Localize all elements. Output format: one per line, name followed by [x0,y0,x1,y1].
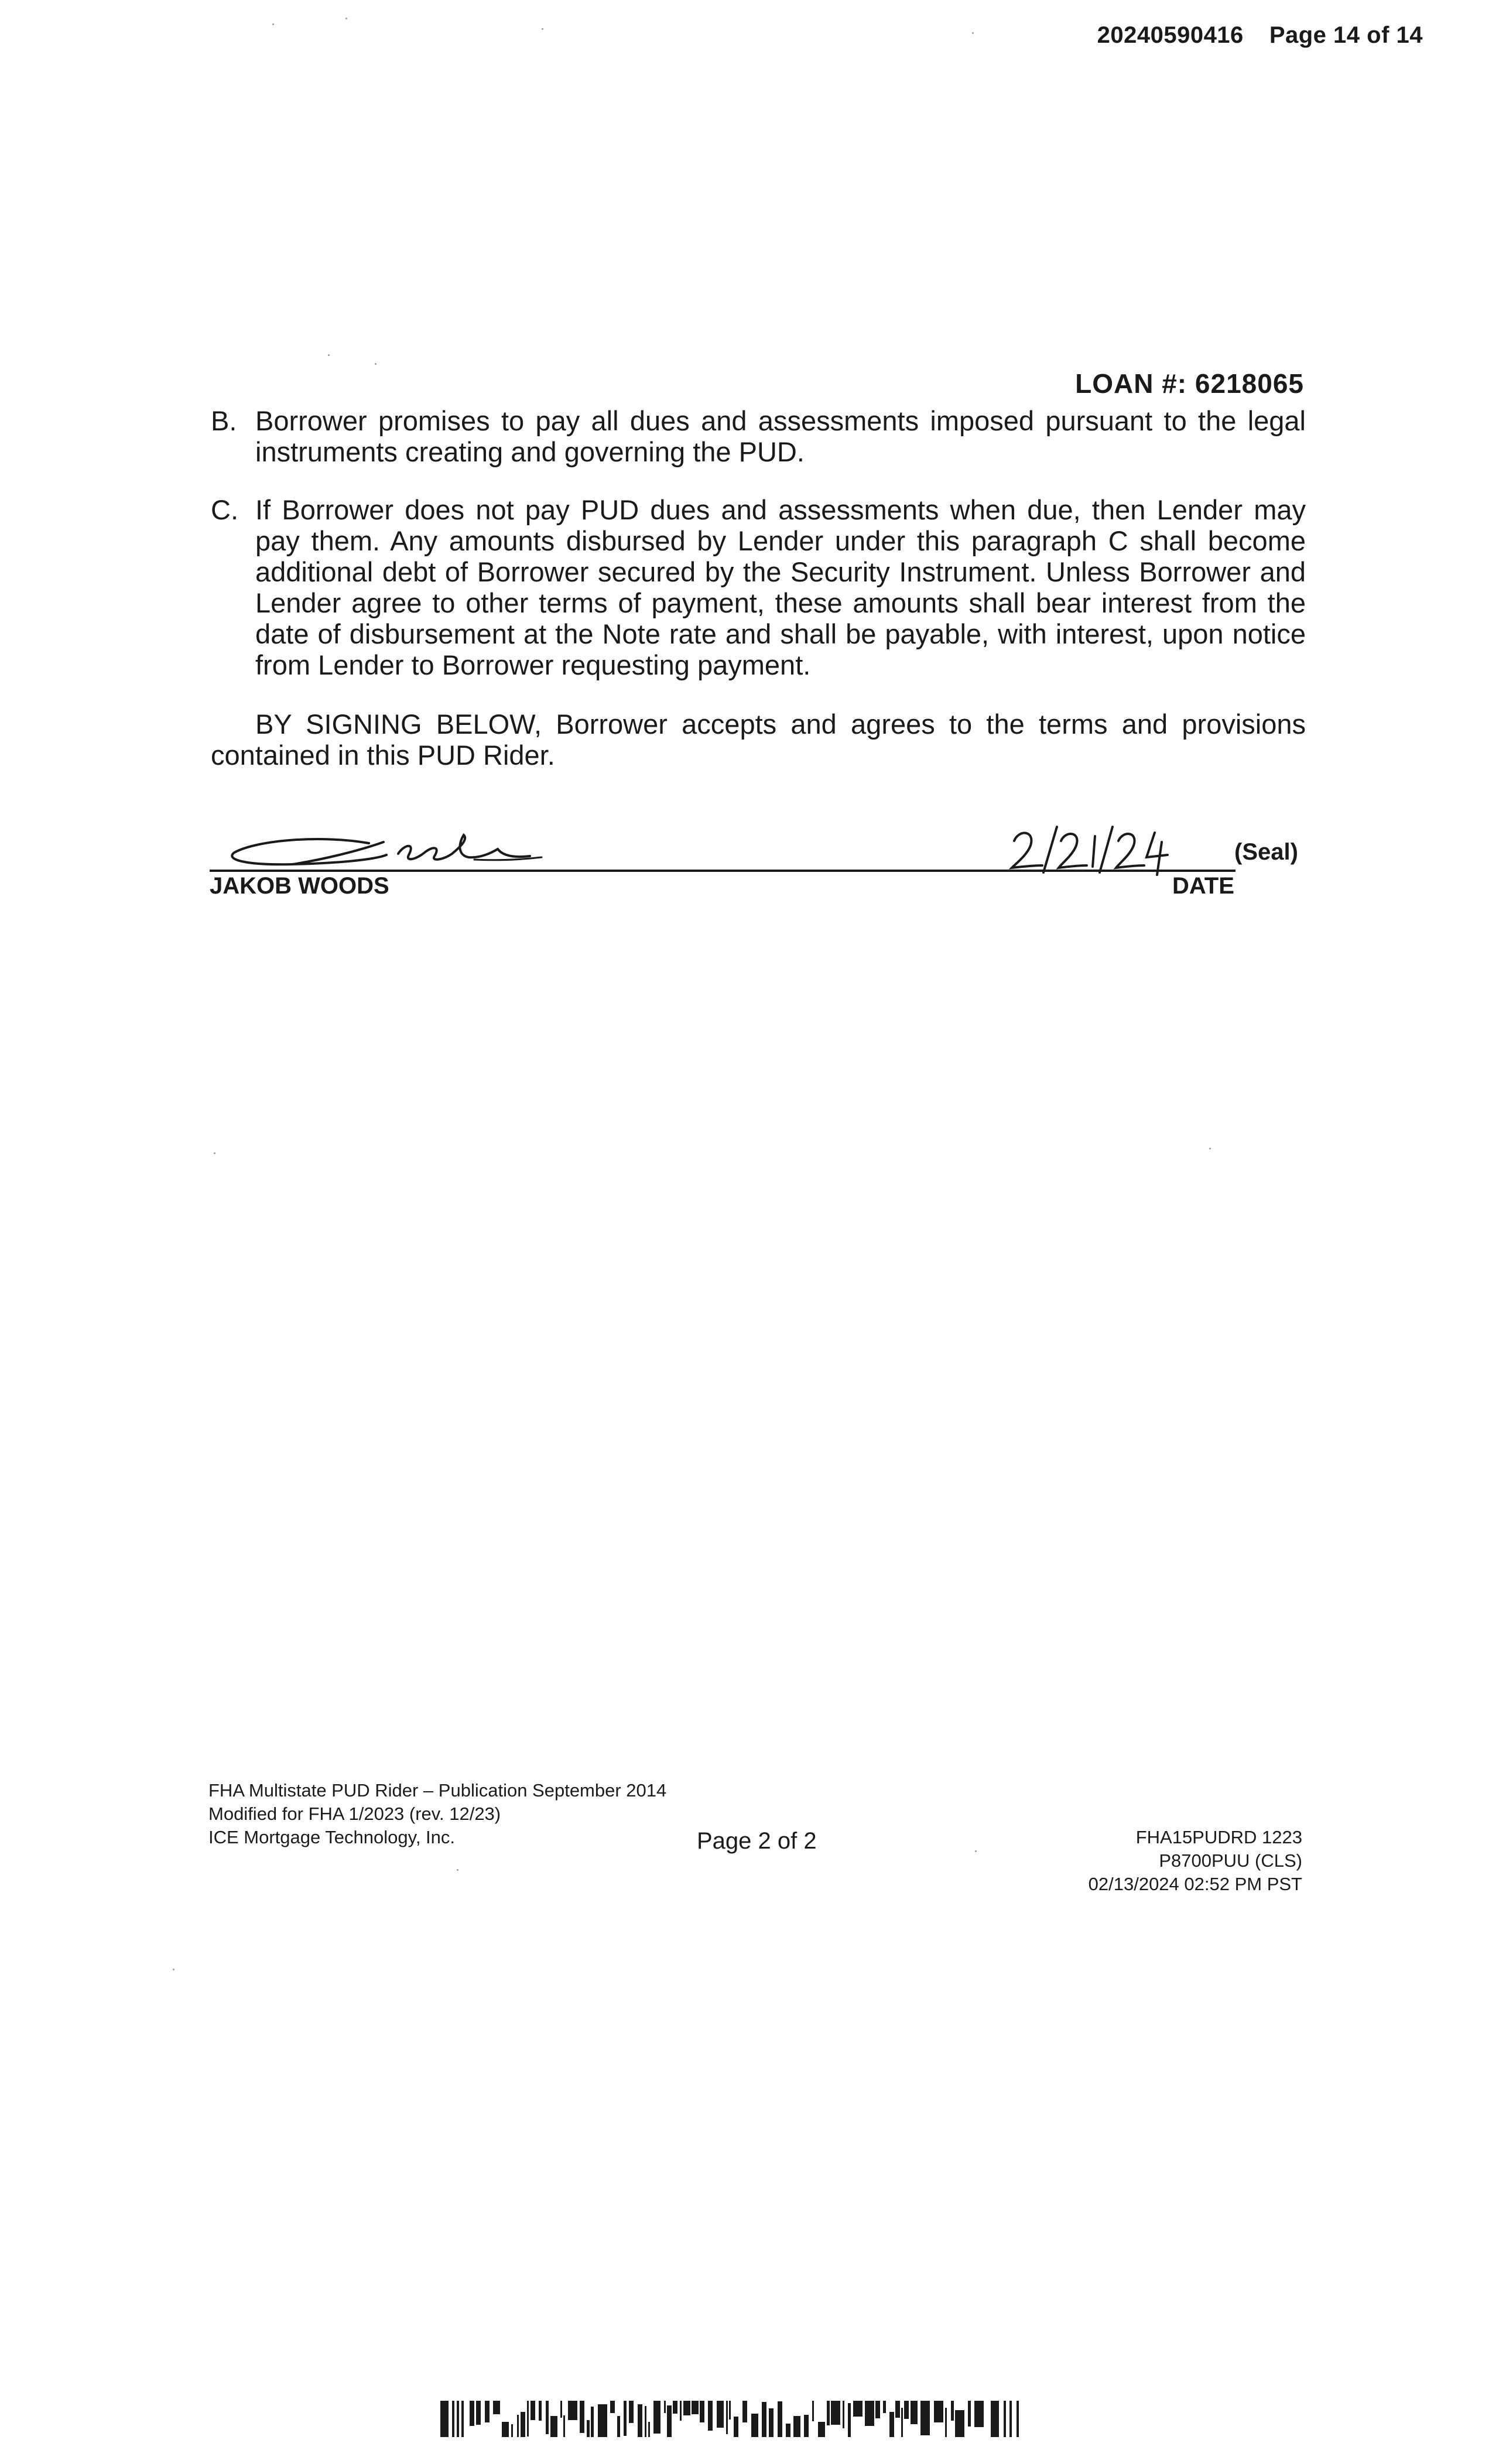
barcode-bar [550,2416,557,2437]
scan-speck [1209,1148,1211,1149]
barcode-bar [598,2404,607,2437]
barcode-bar [742,2401,747,2422]
handwritten-signature [223,819,550,877]
barcode-bar [726,2401,728,2434]
barcode-bar [1004,2401,1006,2437]
barcode-bar [1009,2401,1012,2437]
barcode-bar [1017,2401,1019,2437]
date-label: DATE [1172,873,1234,899]
barcode-bar [786,2424,790,2437]
barcode-bar [517,2415,519,2437]
barcode [440,2401,1026,2437]
barcode-bar [955,2410,964,2437]
barcode-bar [648,2422,650,2437]
paragraph-c-letter: C. [211,494,238,525]
paragraph-b-text: Borrower promises to pay all dues and assessments imposed pursuant to the legal instruments creating and governing the PUD. [255,405,1306,467]
footer-company: ICE Mortgage Technology, Inc. [208,1827,456,1847]
barcode-bar [511,2424,513,2437]
signing-statement: BY SIGNING BELOW, Borrower accepts and agrees to the terms and provisions contained in this PUD Rider. [211,709,1306,771]
barcode-bar [452,2401,454,2437]
barcode-bar [485,2401,490,2422]
barcode-bar [624,2401,627,2436]
footer-page-number: Page 2 of 2 [697,1828,817,1854]
barcode-bar [680,2401,682,2421]
barcode-bar [708,2401,713,2431]
barcode-bar [951,2401,954,2421]
barcode-bar [700,2401,704,2422]
barcode-bar [934,2401,943,2422]
barcode-bar [812,2401,814,2421]
barcode-bar [848,2403,851,2437]
barcode-bar [457,2401,459,2437]
footer-right [1089,1826,1302,1896]
barcode-bar [638,2404,642,2437]
barcode-bar [865,2401,874,2426]
barcode-bar [734,2417,738,2437]
barcode-bar [843,2401,844,2428]
barcode-bar [629,2401,634,2423]
barcode-bar [580,2401,584,2433]
scan-speck [214,1152,215,1154]
footer-form-code: FHA15PUDRD 1223 [1135,1827,1302,1847]
barcode-bar [610,2401,615,2413]
scan-speck [375,363,377,365]
barcode-bar [904,2401,909,2419]
barcode-bar [539,2401,542,2421]
footer-form-title: FHA Multistate PUD Rider – Publication September 2014 [208,1780,667,1801]
barcode-bar [827,2401,830,2425]
barcode-bar [762,2402,766,2437]
footer-left [208,1779,666,1849]
barcode-bar [911,2401,918,2424]
page-indicator: Page 14 of 14 [1269,22,1423,48]
barcode-bar [769,2408,774,2437]
barcode-bar [793,2416,800,2437]
barcode-bar [667,2405,672,2437]
barcode-bar [440,2401,449,2437]
barcode-bar [527,2401,529,2436]
header-stamp [1097,22,1423,49]
seal-label: (Seal) [1234,839,1298,865]
barcode-bar [751,2414,758,2437]
footer-doc-code: P8700PUU (CLS) [1159,1850,1302,1871]
barcode-bar [531,2401,535,2420]
barcode-bar [546,2401,549,2434]
barcode-bar [889,2412,894,2437]
barcode-bar [717,2401,724,2428]
signature-line [210,870,1236,872]
document-number: 20240590416 [1097,22,1244,48]
barcode-bar [568,2401,577,2420]
barcode-bar [461,2401,464,2437]
scan-speck [345,18,347,19]
footer-modified: Modified for FHA 1/2023 (rev. 12/23) [208,1803,501,1824]
barcode-bar [831,2401,840,2425]
scan-speck [975,1850,977,1852]
barcode-bar [493,2401,500,2414]
scan-speck [972,32,974,34]
barcode-bar [617,2416,620,2437]
paragraph-c-text: If Borrower does not pay PUD dues and assessments when due, then Lender may pay them. Any amounts disbursed by Lender under this paragraph C shall become additional debt of Borrower secured by the Security Instrument. Unless Borrower and Lender agree to other terms of payment, these amounts shall bear interest from the date of disbursement at the Note rate and shall be payable, with interest, upon notice from Lender to Borrower requesting payment. [255,494,1306,680]
barcode-bar [818,2422,825,2437]
barcode-bar [560,2401,562,2418]
barcode-bar [692,2401,699,2414]
barcode-bar [920,2401,930,2435]
signer-name: JAKOB WOODS [210,873,389,899]
barcode-bar [683,2401,690,2415]
barcode-bar [563,2415,565,2437]
barcode-bar [895,2401,900,2418]
barcode-bar [521,2412,525,2437]
barcode-bar [729,2401,731,2419]
barcode-bar [804,2415,809,2437]
barcode-bar [645,2406,646,2437]
barcode-bar [883,2401,886,2413]
barcode-bar [664,2401,666,2413]
barcode-bar [470,2401,474,2426]
barcode-bar [673,2401,677,2414]
barcode-bar [853,2401,863,2417]
barcode-bar [502,2422,509,2437]
barcode-bar [875,2401,880,2418]
scan-speck [328,354,330,356]
barcode-bar [974,2401,984,2427]
scan-speck [173,1969,174,1970]
scan-speck [457,1869,458,1871]
paragraph-c [211,494,1306,680]
paragraph-b-letter: B. [211,405,237,436]
loan-number: LOAN #: 6218065 [1075,368,1304,399]
barcode-bar [945,2408,947,2437]
barcode-bar [476,2401,481,2425]
barcode-bar [587,2420,590,2437]
footer-timestamp: 02/13/2024 02:52 PM PST [1088,1874,1302,1894]
barcode-bar [968,2401,971,2427]
barcode-bar [778,2401,782,2437]
barcode-bar [653,2401,660,2434]
scan-speck [542,28,543,30]
paragraph-b [211,405,1306,467]
handwritten-date-strokes [1001,819,1177,877]
barcode-bar [901,2408,903,2437]
barcode-bar [991,2401,999,2437]
barcode-bar [591,2407,594,2437]
scan-speck [272,23,274,25]
